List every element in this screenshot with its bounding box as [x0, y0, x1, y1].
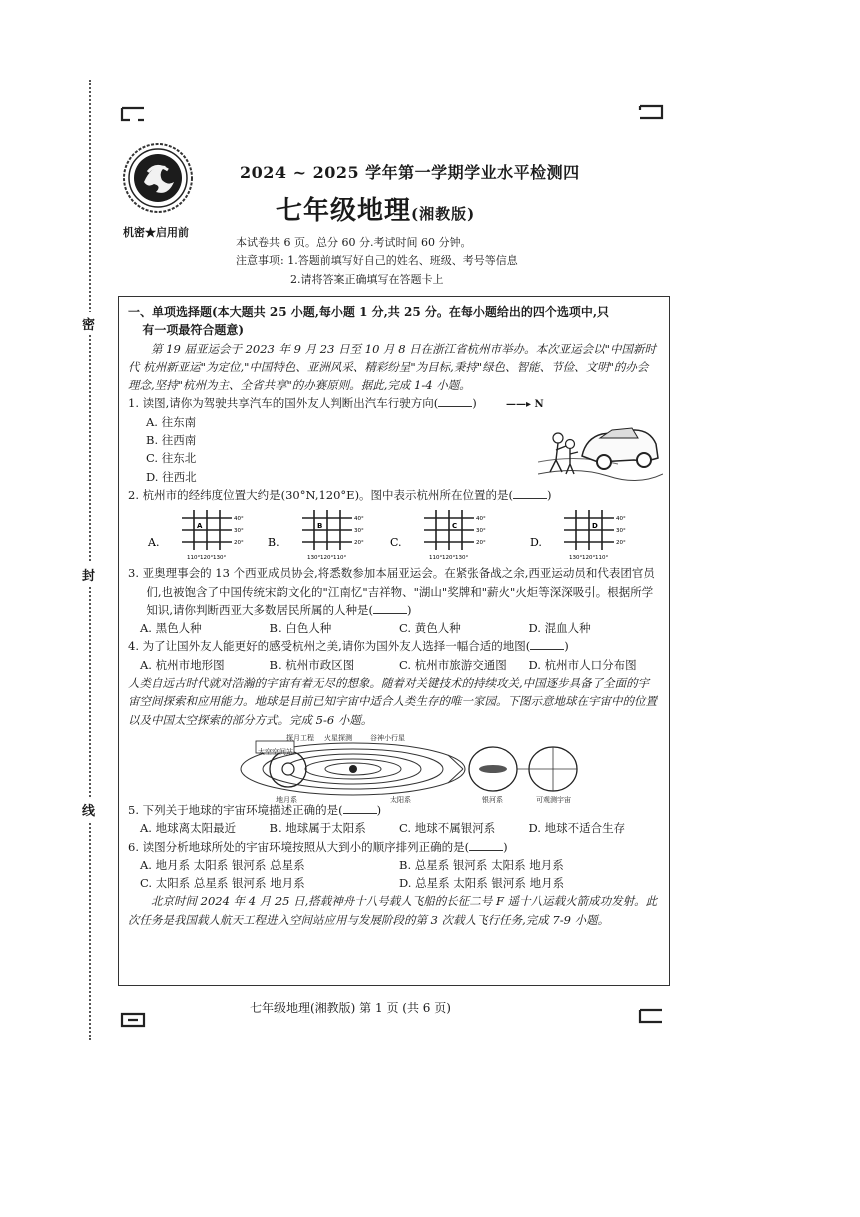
corner-mark-top-right [638, 104, 664, 120]
latitude-tick-label: 40° [476, 516, 486, 523]
subject-title [276, 190, 475, 227]
q1-answer-blank [438, 396, 472, 407]
q5-option-c: C. 地球不属银河系 [399, 821, 496, 836]
latitude-tick-label: 20° [234, 540, 244, 547]
q2-stem-close: ) [547, 487, 552, 502]
label-milky-way: 银河系 [482, 795, 503, 804]
label-observable-universe: 可观测宇宙 [536, 795, 571, 804]
q4-stem [128, 637, 658, 655]
q5-option-d: D. 地球不适合生存 [528, 821, 626, 836]
q5-option-b: B. 地球属于太阳系 [269, 821, 366, 836]
latitude-tick-label: 30° [234, 528, 244, 535]
grid-point-label: B [317, 522, 323, 531]
longitude-tick-label: 120° [442, 555, 456, 562]
question-1 [128, 394, 658, 485]
q2-option-label: D. [530, 536, 542, 550]
q3-answer-blank [373, 603, 407, 614]
q2-answer-blank [513, 488, 547, 499]
q3-stem [128, 564, 658, 619]
binding-line [89, 80, 91, 1040]
q1-option-b: B. 往西南 [146, 433, 197, 448]
q1-option-d: D. 往西北 [146, 469, 197, 484]
q6-option-c: C. 太阳系 总星系 银河系 地月系 [140, 876, 305, 891]
latitude-tick-label: 30° [354, 528, 364, 535]
passage-shenzhou: 北京时间 2024 年 4 月 25 日,搭载神舟十八号载人飞船的长征二号 F 遥十八运载火箭成功发射。此次任务是我国载人航天工程进入空间站应用与发展阶段的第 3 次载人飞行任务,完成 7-9 小题。 [128, 894, 658, 927]
label-solar-system: 太阳系 [390, 795, 411, 804]
q2-stem-text: 2. 杭州市的经纬度位置大约是(30°N,120°E)。图中表示杭州所在位置的是( [128, 487, 514, 502]
q4-options [128, 656, 658, 674]
label-earth-moon-system: 地月系 [276, 795, 297, 804]
q6-option-a: A. 地月系 太阳系 银河系 总星系 [140, 857, 305, 872]
longitude-tick-label: 110° [187, 555, 201, 562]
q4-option-a: A. 杭州市地形图 [140, 657, 225, 672]
q4-option-c: C. 杭州市旅游交通图 [399, 657, 507, 672]
q3-option-c: C. 黄色人种 [399, 621, 461, 636]
info-line-3: 2.请将答案正确填写在答题卡上 [290, 273, 444, 286]
q2-grid-svg [266, 504, 376, 564]
q5-option-a: A. 地球离太阳最近 [140, 821, 237, 836]
north-label: N [534, 399, 544, 411]
q3-option-b: B. 白色人种 [269, 621, 332, 636]
q1-stem-close: ) [472, 396, 477, 411]
section-title-line2: 有一项最符合题意) [142, 323, 245, 338]
longitude-tick-label: 130° [455, 555, 469, 562]
side-mark-xian: 线 [82, 798, 95, 821]
q2-grid-svg [528, 504, 638, 564]
q6-stem-close: ) [503, 839, 508, 854]
latitude-tick-label: 20° [616, 540, 626, 547]
q4-stem-text: 4. 为了让国外友人能更好的感受杭州之美,请你为国外友人选择一幅合适的地图( [128, 639, 531, 654]
q1-option-a: A. 往东南 [146, 414, 197, 429]
q4-answer-blank [530, 639, 564, 650]
page-footer: 七年级地理(湘教版) 第 1 页 (共 6 页) [250, 1001, 451, 1015]
q1-north-arrow [506, 396, 544, 414]
latitude-tick-label: 20° [476, 540, 486, 547]
corner-mark-bottom-right [638, 1008, 664, 1024]
q6-option-d: D. 总星系 太阳系 银河系 地月系 [399, 876, 565, 891]
q3-stem-text: 3. 亚奥理事会的 13 个西亚成员协会,将悉数参加本届亚运会。在紧张备战之余,西亚运动员和代表团官员们,也被饱含了中国传统宋韵文化的"江南忆"吉祥物、"湖山"奖牌和"薪火"火炬等深深吸引。根据所学知识,请你判断西亚大多数居民所属的人种是( [128, 566, 655, 617]
longitude-tick-label: 110° [333, 555, 347, 562]
question-content [128, 303, 658, 929]
passage-space: 人类自远古时代就对浩瀚的宇宙有着无尽的想象。随着对关键技术的持续攻关,中国逐步具备了全面的宇宙空间探索和应用能力。地球是目前已知宇宙中适合人类生存的唯一家园。下图示意地球在宇宙中的位置以及中国太空探索的部分方式。完成 5-6 小题。 [128, 676, 657, 727]
q2-option-label: A. [148, 536, 160, 550]
section-title-line1: 一、单项选择题(本大题共 25 小题,每小题 1 分,共 25 分。在每小题给出的四个选项中,只 [128, 305, 610, 319]
space-figure [128, 729, 658, 804]
subject-name: 七年级地理 [276, 196, 412, 226]
longitude-tick-label: 120° [582, 555, 596, 562]
q3-option-d: D. 混血人种 [528, 621, 591, 636]
side-mark-mi: 密 [82, 312, 95, 335]
latitude-tick-label: 30° [476, 528, 486, 535]
q3-option-a: A. 黑色人种 [140, 621, 202, 636]
q2-figure-d [528, 504, 638, 564]
q2-grid-figures [128, 504, 658, 564]
longitude-tick-label: 130° [307, 555, 321, 562]
grid-point-label: C [452, 522, 458, 531]
info-line-2: 注意事项: 1.答题前填写好自己的姓名、班级、考号等信息 [236, 254, 518, 267]
q2-grid-svg [388, 504, 498, 564]
q6-stem [128, 838, 658, 856]
label-ceres-asteroid: 谷神小行星 [370, 733, 405, 742]
passage-asian-games: 第 19 届亚运会于 2023 年 9 月 23 日至 10 月 8 日在浙江省杭州市举办。本次亚运会以"中国新时代 杭州新亚运"为定位,"中国特色、亚洲风采、精彩纷呈"为目标,秉持"绿色、智能、节俭、文明"的办会理念,坚持"杭州为主、全省共享"的办赛原则。据此,完成 1-4 小题。 [128, 341, 656, 393]
label-lunar-exploration: 探月工程 [286, 733, 314, 742]
latitude-tick-label: 30° [616, 528, 626, 535]
longitude-tick-label: 130° [213, 555, 227, 562]
q2-grid-svg [146, 504, 256, 564]
q1-stem [128, 394, 658, 412]
longitude-tick-label: 110° [429, 555, 443, 562]
q5-stem-close: ) [376, 802, 382, 817]
q6-options-row2 [128, 874, 658, 892]
corner-mark-bottom-left [120, 1012, 146, 1028]
side-mark-feng: 封 [82, 563, 95, 586]
longitude-tick-label: 130° [569, 555, 583, 562]
q6-answer-blank [469, 840, 503, 851]
exam-title: 2024 ~ 2025 学年第一学期学业水平检测四 [240, 163, 580, 182]
info-line-1: 本试卷共 6 页。总分 60 分.考试时间 60 分钟。 [236, 236, 472, 249]
q6-stem-text: 6. 读图分析地球所处的宇宙环境按照从大到小的顺序排列正确的是( [128, 839, 470, 854]
q2-option-label: B. [268, 536, 280, 550]
label-space-station: 太空空间站 [258, 747, 293, 756]
q5-answer-blank [343, 803, 377, 814]
label-mars-exploration: 火星探测 [324, 733, 352, 742]
q5-options [128, 819, 658, 837]
q2-figure-c [388, 504, 498, 564]
q1-option-c: C. 往东北 [146, 451, 197, 466]
longitude-tick-label: 110° [595, 555, 609, 562]
q2-option-label: C. [390, 536, 402, 550]
q1-stem-text: 1. 读图,请你为驾驶共享汽车的国外友人判断出汽车行驶方向( [128, 396, 439, 411]
q4-stem-close: ) [564, 639, 569, 654]
longitude-tick-label: 120° [320, 555, 334, 562]
latitude-tick-label: 40° [234, 516, 244, 523]
latitude-tick-label: 40° [354, 516, 364, 523]
school-seal-logo [122, 142, 194, 214]
q3-options [128, 619, 658, 637]
confidential-label: 机密★启用前 [123, 226, 189, 239]
q2-figure-b [266, 504, 376, 564]
q6-option-b: B. 总星系 银河系 太阳系 地月系 [399, 857, 564, 872]
grid-point-label: D [592, 522, 598, 531]
latitude-tick-label: 20° [354, 540, 364, 547]
q3-stem-close: ) [407, 602, 412, 617]
q4-option-d: D. 杭州市人口分布图 [528, 657, 637, 672]
q6-options-row1 [128, 856, 658, 874]
q2-stem [128, 486, 658, 504]
q2-figure-a [146, 504, 256, 564]
q4-option-b: B. 杭州市政区图 [269, 657, 355, 672]
q5-stem-text: 5. 下列关于地球的宇宙环境描述正确的是( [128, 802, 343, 817]
latitude-tick-label: 40° [616, 516, 626, 523]
subject-edition: (湘教版) [411, 205, 476, 223]
north-arrow-icon: ——▸ [506, 399, 535, 411]
grid-point-label: A [197, 522, 203, 531]
car-illustration [538, 416, 663, 482]
corner-mark-top-left [120, 106, 146, 122]
longitude-tick-label: 120° [200, 555, 214, 562]
